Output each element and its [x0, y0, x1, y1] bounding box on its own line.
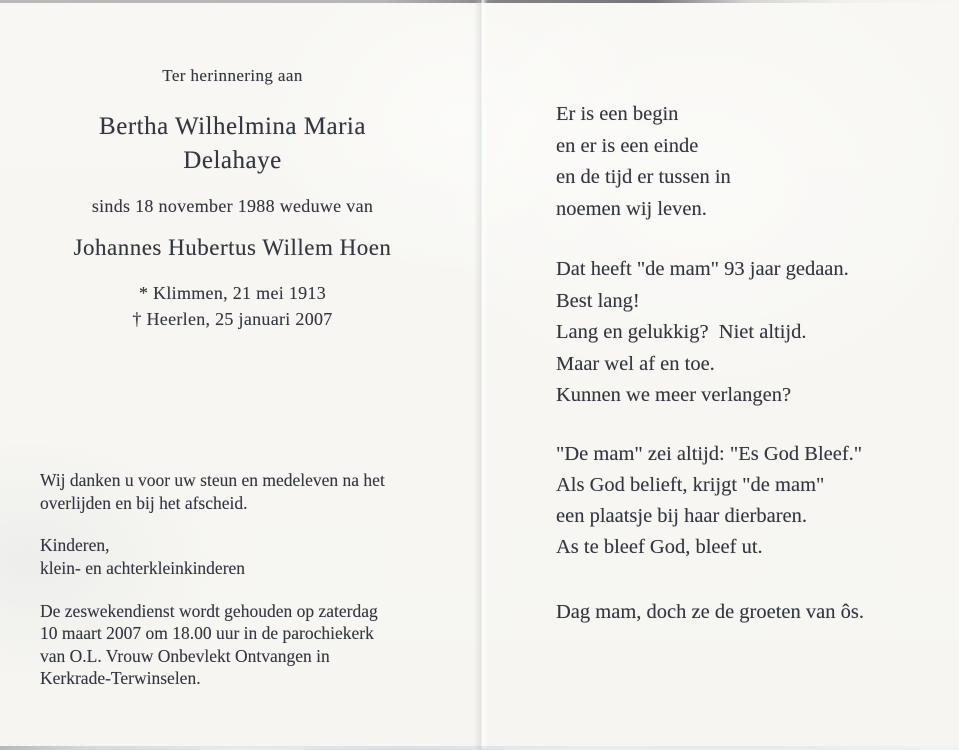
thanks-line: Wij danken u voor uw steun en medeleven na het [40, 470, 385, 490]
family-paragraph [40, 534, 245, 580]
scan-bottom-edge [0, 746, 959, 750]
memorial-header: Ter herinnering aan [162, 66, 303, 85]
poem-closing-line: Dag mam, doch ze de groeten van ôs. [556, 601, 864, 623]
poem-line: Maar wel af en toe. [556, 352, 715, 375]
poem-line: en de tijd er tussen in [556, 166, 731, 188]
service-line: Kerkrade-Terwinselen. [40, 668, 201, 689]
service-line: van O.L. Vrouw Onbevlekt Ontvangen in [40, 645, 330, 666]
poem-line: Dat heeft "de mam" 93 jaar gedaan. [556, 258, 849, 280]
poem-line: "De mam" zei altijd: "Es God Bleef." [556, 443, 863, 465]
poem-line: Best lang! [556, 289, 640, 312]
widow-line: sinds 18 november 1988 weduwe van [91, 196, 374, 216]
poem-line: As te bleef God, bleef ut. [556, 536, 763, 558]
vital-dates [5, 280, 460, 332]
poem-line: een plaatsje bij haar dierbaren. [556, 505, 807, 527]
poem-line: en er is een einde [556, 134, 699, 157]
deceased-name-line: Delahaye [183, 147, 282, 174]
poem-line: noemen wij leven. [556, 197, 707, 220]
signed-line: Kinderen, [40, 535, 110, 555]
poem-line: Kunnen we meer verlangen? [556, 384, 792, 406]
service-line: 10 maart 2007 om 18.00 uur in de parochiekerk [40, 623, 374, 644]
thanks-line: overlijden en bij het afscheid. [40, 492, 248, 513]
poem-line: Er is een begin [556, 103, 679, 125]
deceased-name [5, 110, 460, 178]
fold-crease [474, 0, 488, 750]
thanks-paragraph [40, 469, 385, 515]
husband-name: Johannes Hubertus Willem Hoen [73, 235, 392, 260]
poem-line: Als God belieft, krijgt "de mam" [556, 474, 825, 496]
death-line: † Heerlen, 25 januari 2007 [132, 309, 333, 329]
service-line: De zeswekendienst wordt gehouden op zaterdag [40, 601, 378, 621]
service-paragraph [40, 600, 378, 690]
signed-line: klein- en achterkleinkinderen [40, 557, 246, 578]
deceased-name-line: Bertha Wilhelmina Maria [99, 113, 366, 140]
birth-line: * Klimmen, 21 mei 1913 [138, 283, 327, 303]
poem-stanza-3 [556, 439, 862, 563]
poem-stanza-1 [556, 99, 731, 225]
poem-stanza-2 [556, 254, 849, 412]
poem-line: Lang en gelukkig? Niet altijd. [556, 321, 807, 343]
